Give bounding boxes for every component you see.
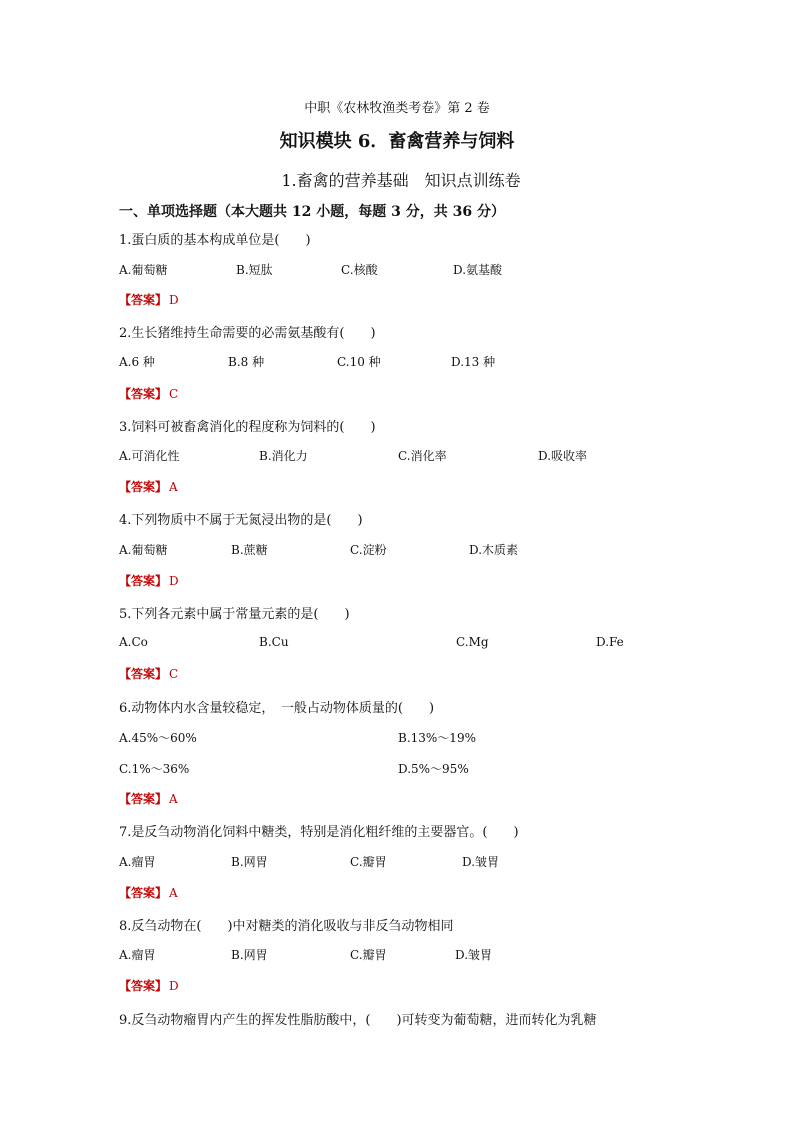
answer-value: D	[169, 293, 179, 307]
answer-line	[119, 572, 179, 589]
module-title: 知识模块 6．畜禽营养与饲料	[279, 131, 515, 152]
answer-line	[119, 291, 179, 308]
option-a: A.瘤胃	[119, 948, 156, 962]
option-a: A.葡萄糖	[119, 543, 168, 557]
section-heading: 一、单项选择题（本大题共 12 小题，每题 3 分，共 36 分）	[119, 204, 505, 220]
option-a: A.葡萄糖	[119, 263, 168, 277]
option-c: C.瓣胃	[350, 855, 387, 869]
option-d: D.13 种	[451, 355, 496, 369]
answer-value: A	[169, 480, 178, 494]
option-a: A.Co	[119, 635, 148, 649]
answer-line	[119, 884, 178, 901]
question-stem: 1.蛋白质的基本构成单位是( )	[119, 233, 311, 248]
option-c: C.瓣胃	[350, 948, 387, 962]
option-c: C.Mg	[456, 635, 489, 649]
option-b: B.Cu	[259, 635, 289, 649]
answer-line	[119, 385, 178, 402]
answer-value: A	[169, 886, 178, 900]
option-a: A.可消化性	[119, 449, 180, 463]
option-c: C.1%～36%	[119, 762, 190, 776]
answer-value: C	[169, 387, 179, 401]
option-c: C.消化率	[398, 449, 447, 463]
question-stem: 9.反刍动物瘤胃内产生的挥发性脂肪酸中，( )可转变为葡萄糖，进而转化为乳糖	[119, 1013, 597, 1028]
question-stem: 7.是反刍动物消化饲料中糖类，特别是消化粗纤维的主要器官。( )	[119, 825, 519, 840]
answer-value: D	[169, 979, 179, 993]
answer-line	[119, 665, 178, 682]
answer-label: 【答案】	[119, 387, 168, 401]
answer-label: 【答案】	[119, 886, 168, 900]
question-stem: 5.下列各元素中属于常量元素的是( )	[119, 607, 350, 622]
question-stem: 8.反刍动物在( )中对糖类的消化吸收与非反刍动物相同	[119, 919, 454, 934]
option-d: D.氨基酸	[453, 263, 503, 277]
answer-line	[119, 478, 178, 495]
option-b: B.消化力	[259, 449, 308, 463]
option-d: D.皱胃	[455, 948, 493, 962]
option-c: C.淀粉	[350, 543, 387, 557]
option-d: D.5%～95%	[398, 762, 469, 776]
answer-value: A	[169, 792, 178, 806]
option-d: D.Fe	[596, 635, 624, 649]
option-b: B.13%～19%	[398, 731, 476, 745]
answer-value: C	[169, 667, 179, 681]
answer-line	[119, 977, 179, 994]
option-a: A.45%～60%	[119, 731, 197, 745]
option-c: C.10 种	[337, 355, 381, 369]
answer-label: 【答案】	[119, 293, 168, 307]
question-stem: 4.下列物质中不属于无氮浸出物的是( )	[119, 513, 363, 528]
option-d: D.木质素	[469, 543, 519, 557]
option-c: C.核酸	[341, 263, 378, 277]
question-stem: 6.动物体内水含量较稳定， 一般占动物体质量的( )	[119, 701, 435, 716]
answer-line	[119, 790, 178, 807]
answer-label: 【答案】	[119, 792, 168, 806]
question-stem: 2.生长猪维持生命需要的必需氨基酸有( )	[119, 326, 376, 341]
page-subtitle: 1.畜禽的营养基础 知识点训练卷	[281, 171, 521, 190]
option-d: D.吸收率	[538, 449, 588, 463]
option-b: B.网胃	[231, 855, 268, 869]
option-a: A.瘤胃	[119, 855, 156, 869]
option-b: B.8 种	[228, 355, 265, 369]
option-b: B.网胃	[231, 948, 268, 962]
answer-label: 【答案】	[119, 979, 168, 993]
option-b: B.短肽	[236, 263, 273, 277]
answer-label: 【答案】	[119, 574, 168, 588]
option-d: D.皱胃	[462, 855, 500, 869]
option-b: B.蔗糖	[231, 543, 268, 557]
answer-label: 【答案】	[119, 667, 168, 681]
question-stem: 3.饲料可被畜禽消化的程度称为饲料的( )	[119, 420, 376, 435]
option-a: A.6 种	[119, 355, 155, 369]
exam-header: 中职《农林牧渔类考卷》第 2 卷	[304, 101, 490, 116]
answer-label: 【答案】	[119, 480, 168, 494]
answer-value: D	[169, 574, 179, 588]
